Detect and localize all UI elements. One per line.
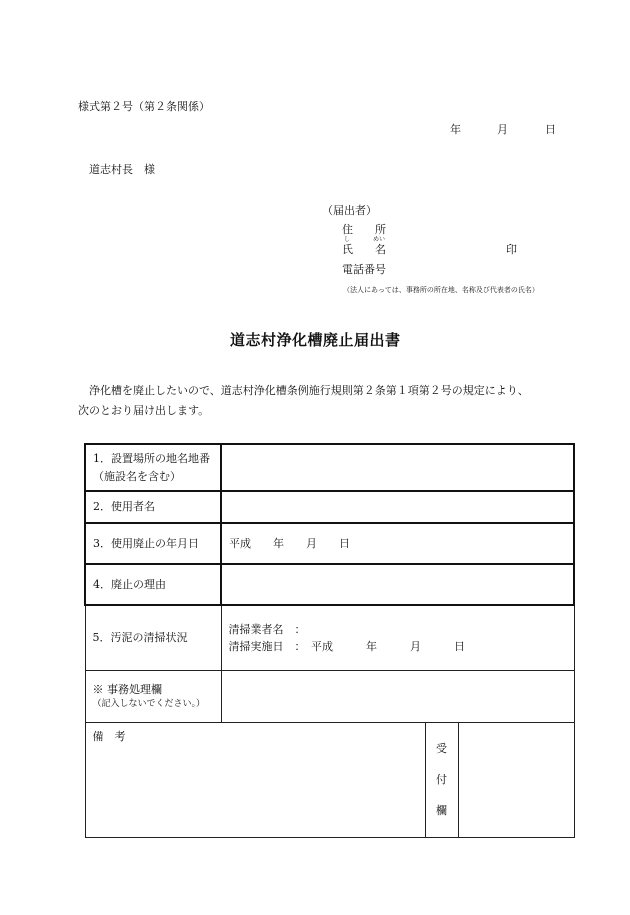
installation-location-field[interactable] [221, 444, 574, 491]
office-use-label: ※ 事務処理欄 （記入しないでください。） [85, 670, 221, 722]
seal-mark: 印 [506, 243, 517, 256]
name-ruby-mei: めい [373, 236, 386, 243]
discontinue-date-field[interactable]: 平成 年 月 日 [221, 523, 574, 564]
name-label: 氏 名 [342, 243, 386, 256]
cleaning-company-line: 清掃業者名 ： [228, 622, 306, 636]
notification-form-table [84, 443, 575, 838]
date-month-label: 月 [497, 123, 508, 136]
remarks-field[interactable] [85, 722, 425, 837]
form-number: 様式第２号（第２条関係） [78, 100, 210, 113]
office-use-field [221, 670, 574, 722]
corporate-note: （法人にあっては、事務所の所在地、名称及び代表者の氏名） [343, 286, 539, 294]
name-ruby-shi: し [344, 236, 351, 243]
installation-location-label: 1．設置場所の地名地番 （施設名を含む） [85, 444, 221, 491]
row-remarks [85, 722, 574, 837]
date-year-label: 年 [450, 123, 461, 136]
body-text-line-2: 次のとおり届け出します。 [78, 404, 210, 417]
discontinue-date-label: 3．使用廃止の年月日 [85, 523, 221, 564]
cleaning-date-line: 清掃実施日 ： 平成 年 月 日 [228, 639, 465, 653]
row-user-name [85, 491, 574, 523]
discontinue-reason-label: 4．廃止の理由 [85, 564, 221, 605]
row-installation-location [85, 444, 574, 491]
document-title: 道志村浄化槽廃止届出書 [230, 331, 401, 349]
discontinue-reason-field[interactable] [221, 564, 574, 605]
row-discontinue-reason [85, 564, 574, 605]
addressee: 道志村長 様 [89, 163, 155, 176]
user-name-label: 2．使用者名 [85, 491, 221, 523]
sludge-cleaning-field[interactable] [221, 605, 574, 670]
row-sludge-cleaning [85, 605, 574, 670]
row-discontinue-date [85, 523, 574, 564]
row-office-use [85, 670, 574, 722]
notifier-label: （届出者） [322, 204, 377, 217]
remarks-label: 備 考 [92, 729, 126, 743]
user-name-field[interactable] [221, 491, 574, 523]
sludge-cleaning-label: 5．汚泥の清掃状況 [85, 605, 221, 670]
phone-label: 電話番号 [342, 263, 386, 276]
reception-field [458, 722, 574, 837]
address-label: 住 所 [342, 223, 386, 236]
date-day-label: 日 [545, 123, 556, 136]
reception-label-cell: 受 付 欄 [425, 722, 458, 837]
body-text-line-1: 浄化槽を廃止したいので、道志村浄化槽条例施行規則第２条第１項第２号の規定により、 [89, 384, 529, 397]
